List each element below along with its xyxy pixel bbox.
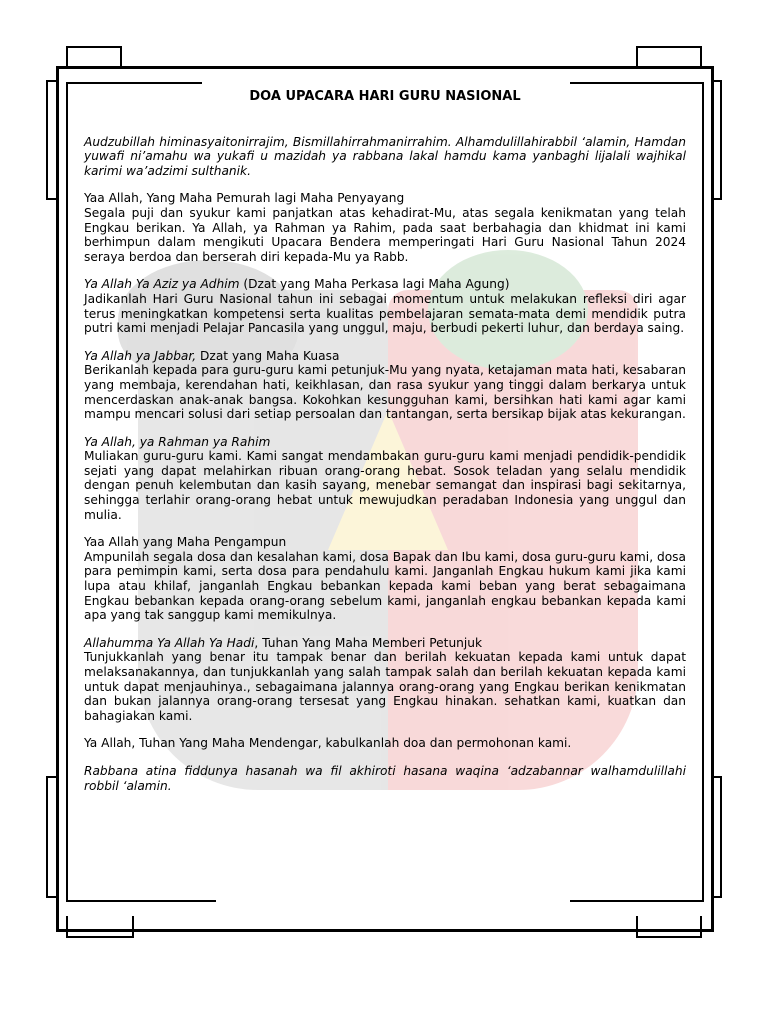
section-heading-italic: Ya Allah, ya Rahman ya Rahim (84, 434, 271, 449)
section (84, 636, 686, 724)
section-heading: Yaa Allah yang Maha Pengampun (84, 535, 287, 550)
closing-dua: Rabbana atina fiddunya hasanah wa fil akhiroti hasana waqina ‘adzabannar walhamdulillahi robbil ‘alamin. (84, 763, 686, 793)
section-heading-italic: Ya Allah ya Jabbar, (84, 348, 197, 363)
section-heading: Dzat yang Maha Kuasa (196, 348, 340, 363)
section (84, 277, 686, 335)
section-heading-italic: Allahumma Ya Allah Ya Hadi (84, 635, 255, 650)
section-body: Tunjukkanlah yang benar itu tampak benar dan berilah kekuatan kepada kami untuk dapat melaksanakannya, dan tunjukkanlah yang salah tampak salah dan berilah kekuatan kepada kami untuk dapat menjauhinya., sebagaimana jalannya orang-orang yang Engkau berikan kenikmatan dan bukan jalannya orang-orang tersesat yang Engkau hinakan. sehatkan kami, kuatkan dan bahagiakan kami. (84, 650, 686, 723)
section-body: Segala puji dan syukur kami panjatkan atas kehadirat-Mu, atas segala kenikmatan yang telah Engkau berikan. Ya Allah, ya Rahman ya Rahim, pada saat berbahagia dan khidmat ini kami berhimpun dalam mengikuti Upacara Bendera memperingati Hari Guru Nasional Tahun 2024 seraya berdoa dan berserah diri kepada-Mu ya Rabb. (84, 205, 686, 264)
section-heading-italic: Ya Allah Ya Aziz ya Adhim (84, 277, 240, 292)
section (84, 349, 686, 422)
section-heading: , Tuhan Yang Maha Memberi Petunjuk (254, 635, 483, 650)
opening-prayer: Audzubillah himinasyaitonirrajim, Bismillahirrahmanirrahim. Alhamdulillahirabbil ‘alamin, Hamdan yuwafi ni’amahu wa yukafi u mazidah ya rabbana lakal hamdu kama yanbaghi lijalali wajhikal karimi wa’adzimi sulthanik. (84, 134, 686, 178)
section-body: Muliakan guru-guru kami. Kami sangat mendambakan guru-guru kami menjadi pendidik-pendidik sejati yang dapat melahirkan ribuan orang-orang hebat. Sosok teladan yang selalu mendidik dengan penuh kelembutan dan kasih sayang, menebar semangat dan inspirasi bagi sekitarnya, sehingga terlahir orang-orang hebat untuk mewujudkan peradaban Indonesia yang unggul dan mulia. (84, 449, 686, 522)
section (84, 535, 686, 623)
section-body: Ampunilah segala dosa dan kesalahan kami, dosa Bapak dan Ibu kami, dosa guru-guru kami, dosa para pemimpin kami, serta dosa para pendahulu kami. Janganlah Engkau hukum kami jika kami lupa atau khilaf, janganlah Engkau bebankan kepada kami beban yang berat sebagaimana Engkau bebankan kepada orang-orang sebelum kami, janganlah engkau bebankan kepada kami apa yang tak sanggup kami memikulnya. (84, 549, 686, 623)
document-title: DOA UPACARA HARI GURU NASIONAL (249, 89, 521, 104)
section-body: Jadikanlah Hari Guru Nasional tahun ini sebagai momentum untuk melakukan refleksi diri agar terus meningkatkan kompetensi serta kualitas pembelajaran semata-mata demi mendidik putra putri kami menjadi Pelajar Pancasila yang unggul, maju, berbudi pekerti luhur, dan berdaya saing. (84, 291, 686, 336)
section (84, 435, 686, 523)
section-heading: (Dzat yang Maha Perkasa lagi Maha Agung) (239, 277, 510, 292)
section-body: Berikanlah kepada para guru-guru kami petunjuk-Mu yang nyata, ketajaman mata hati, kesabaran yang membaja, kerendahan hati, keikhlasan, dan rasa syukur yang tinggi dalam berkarya untuk mencerdaskan anak-anak bangsa. Kokohkan kesungguhan kami, bersihkan hati kami agar kami mampu mencari solusi dari setiap persoalan dan tantangan, serta bersikap bijak atas kekurangan. (84, 363, 686, 422)
document-body (84, 90, 686, 806)
section (84, 191, 686, 264)
closing-plea: Ya Allah, Tuhan Yang Maha Mendengar, kabulkanlah doa dan permohonan kami. (84, 736, 572, 751)
section-heading: Yaa Allah, Yang Maha Pemurah lagi Maha Penyayang (84, 191, 405, 206)
